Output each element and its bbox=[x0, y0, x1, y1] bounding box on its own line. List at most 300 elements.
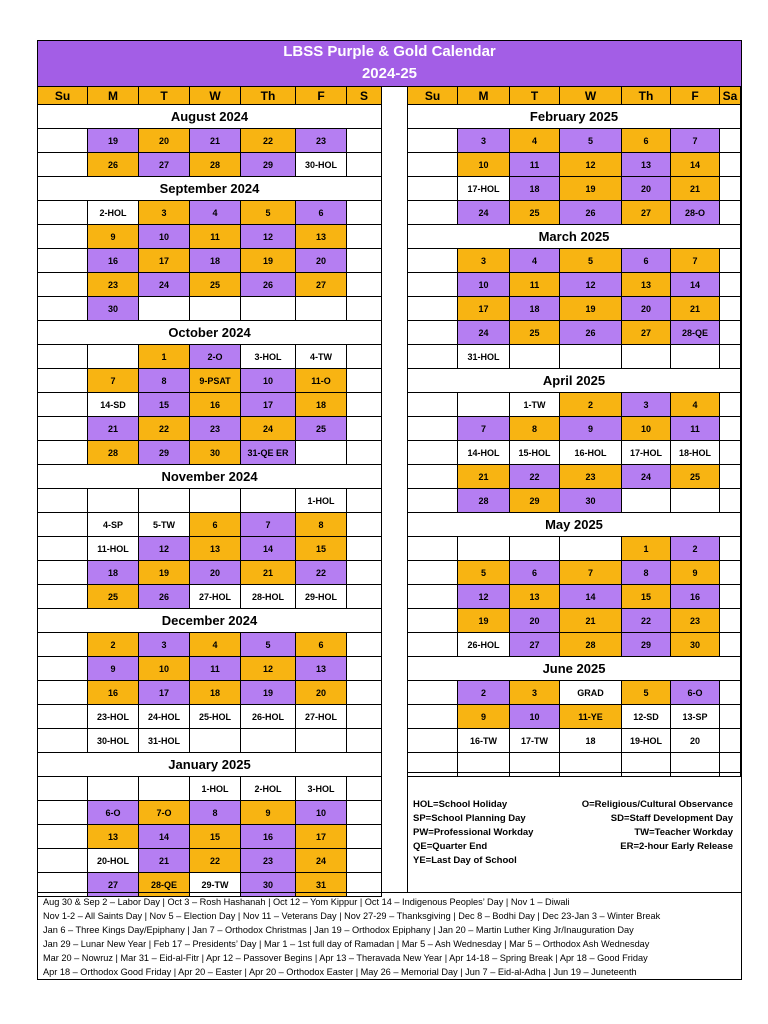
month-header: May 2025 bbox=[408, 513, 741, 537]
day-cell bbox=[38, 129, 88, 153]
day-cell: 24 bbox=[458, 201, 510, 225]
observance-line: Jan 29 – Lunar New Year | Feb 17 – Presidents’ Day | Mar 1 – 1st full day of Ramadan | Mar 5 – Ash Wednesday | Mar 5 – Orthodox Ash Wednesday bbox=[43, 939, 650, 949]
day-cell: 11 bbox=[510, 273, 560, 297]
day-cell: 22 bbox=[510, 465, 560, 489]
month-header: April 2025 bbox=[408, 369, 741, 393]
day-cell: 21 bbox=[671, 177, 720, 201]
day-cell bbox=[408, 585, 458, 609]
day-cell: 19 bbox=[241, 249, 296, 273]
day-cell bbox=[408, 537, 458, 561]
day-cell: 8 bbox=[296, 513, 347, 537]
month-header: January 2025 bbox=[38, 753, 382, 777]
day-cell bbox=[241, 729, 296, 753]
day-cell: 14-HOL bbox=[458, 441, 510, 465]
day-cell: 14 bbox=[241, 537, 296, 561]
day-cell: 24 bbox=[296, 849, 347, 873]
day-cell bbox=[408, 273, 458, 297]
day-cell: 18 bbox=[560, 729, 622, 753]
day-cell: 19 bbox=[560, 297, 622, 321]
day-cell bbox=[347, 369, 382, 393]
day-cell: 13-SP bbox=[671, 705, 720, 729]
day-cell: 1 bbox=[622, 537, 671, 561]
day-cell: 18 bbox=[88, 561, 139, 585]
day-cell: 27 bbox=[296, 273, 347, 297]
day-cell: 19-HOL bbox=[622, 729, 671, 753]
day-cell: 24 bbox=[458, 321, 510, 345]
day-cell: 18-HOL bbox=[671, 441, 720, 465]
day-cell: 16-TW bbox=[458, 729, 510, 753]
day-cell bbox=[38, 633, 88, 657]
day-cell bbox=[408, 345, 458, 369]
day-cell: 6-O bbox=[88, 801, 139, 825]
day-cell bbox=[408, 705, 458, 729]
legend bbox=[408, 772, 741, 892]
day-cell: 11-HOL bbox=[88, 537, 139, 561]
day-cell bbox=[38, 225, 88, 249]
day-cell: 15 bbox=[139, 393, 190, 417]
day-cell: 25 bbox=[510, 321, 560, 345]
observance-line: Apr 18 – Orthodox Good Friday | Apr 20 – Easter | Apr 20 – Orthodox Easter | May 26 – Memorial Day | Jun 7 – Eid-al-Adha | Jun 19 – Juneteenth bbox=[43, 967, 637, 977]
day-cell: 4 bbox=[510, 249, 560, 273]
day-cell: 29-HOL bbox=[296, 585, 347, 609]
title-line-2: 2024-25 bbox=[361, 65, 418, 82]
day-cell bbox=[720, 633, 741, 657]
day-cell bbox=[241, 297, 296, 321]
day-cell: 30-HOL bbox=[88, 729, 139, 753]
day-cell: 13 bbox=[622, 153, 671, 177]
day-cell: 15 bbox=[296, 537, 347, 561]
day-cell: 11 bbox=[190, 657, 241, 681]
day-cell: 23 bbox=[560, 465, 622, 489]
day-cell: 16 bbox=[88, 681, 139, 705]
day-cell: 23 bbox=[190, 417, 241, 441]
day-cell bbox=[720, 585, 741, 609]
day-cell: 12-SD bbox=[622, 705, 671, 729]
day-cell: 10 bbox=[241, 369, 296, 393]
day-cell: 30 bbox=[190, 441, 241, 465]
day-cell: 3 bbox=[510, 681, 560, 705]
day-cell: 22 bbox=[139, 417, 190, 441]
day-header-left: M bbox=[88, 87, 139, 105]
day-cell bbox=[560, 537, 622, 561]
day-cell bbox=[347, 417, 382, 441]
day-cell bbox=[408, 561, 458, 585]
day-cell bbox=[347, 729, 382, 753]
day-cell bbox=[408, 129, 458, 153]
day-cell: 21 bbox=[560, 609, 622, 633]
day-cell: 17-HOL bbox=[458, 177, 510, 201]
day-cell bbox=[38, 441, 88, 465]
day-cell: 13 bbox=[622, 273, 671, 297]
day-cell: 8 bbox=[510, 417, 560, 441]
day-cell: 21 bbox=[190, 129, 241, 153]
day-cell: 24 bbox=[622, 465, 671, 489]
day-cell: 28 bbox=[560, 633, 622, 657]
day-cell: 11-O bbox=[296, 369, 347, 393]
day-cell: 17 bbox=[458, 297, 510, 321]
day-cell: 11 bbox=[510, 153, 560, 177]
day-cell: 26 bbox=[560, 201, 622, 225]
day-cell: 7-O bbox=[139, 801, 190, 825]
day-cell bbox=[347, 489, 382, 513]
day-cell bbox=[408, 441, 458, 465]
month-header: June 2025 bbox=[408, 657, 741, 681]
day-cell bbox=[38, 657, 88, 681]
day-cell bbox=[720, 345, 741, 369]
day-cell: 18 bbox=[296, 393, 347, 417]
day-cell: 20 bbox=[190, 561, 241, 585]
day-cell: 3-HOL bbox=[296, 777, 347, 801]
day-cell: 31-QE ER bbox=[241, 441, 296, 465]
day-cell: 20 bbox=[671, 729, 720, 753]
day-cell bbox=[720, 729, 741, 753]
day-cell: 30 bbox=[671, 633, 720, 657]
day-cell: 24 bbox=[241, 417, 296, 441]
day-cell: 28-O bbox=[671, 201, 720, 225]
day-cell bbox=[88, 345, 139, 369]
day-cell: 26 bbox=[560, 321, 622, 345]
day-cell: 10 bbox=[458, 273, 510, 297]
legend-item: SD=Staff Development Day bbox=[610, 813, 733, 824]
day-cell: 8 bbox=[622, 561, 671, 585]
day-cell: 26 bbox=[88, 153, 139, 177]
day-cell: 22 bbox=[241, 129, 296, 153]
day-cell: 13 bbox=[296, 657, 347, 681]
day-cell bbox=[408, 465, 458, 489]
day-cell: 6 bbox=[622, 129, 671, 153]
day-cell bbox=[622, 489, 671, 513]
day-cell: 5 bbox=[458, 561, 510, 585]
day-cell: 3 bbox=[458, 129, 510, 153]
day-cell: 9 bbox=[458, 705, 510, 729]
month-header: October 2024 bbox=[38, 321, 382, 345]
day-header-right: Sa bbox=[720, 87, 741, 105]
day-cell bbox=[347, 225, 382, 249]
day-cell: 15 bbox=[622, 585, 671, 609]
day-cell: 25 bbox=[671, 465, 720, 489]
day-cell bbox=[720, 201, 741, 225]
day-cell: 17-TW bbox=[510, 729, 560, 753]
day-cell bbox=[408, 321, 458, 345]
day-cell: 10 bbox=[510, 705, 560, 729]
day-cell bbox=[347, 681, 382, 705]
day-cell: 16 bbox=[88, 249, 139, 273]
day-cell: 28-QE bbox=[671, 321, 720, 345]
day-cell bbox=[38, 513, 88, 537]
day-cell bbox=[510, 345, 560, 369]
day-cell: 15 bbox=[190, 825, 241, 849]
day-cell: 3-HOL bbox=[241, 345, 296, 369]
legend-item: YE=Last Day of School bbox=[413, 855, 517, 866]
day-cell: 13 bbox=[510, 585, 560, 609]
day-cell: 29 bbox=[241, 153, 296, 177]
day-cell: 30-HOL bbox=[296, 153, 347, 177]
day-cell: 4-TW bbox=[296, 345, 347, 369]
day-cell: 26 bbox=[139, 585, 190, 609]
legend-item: QE=Quarter End bbox=[413, 841, 488, 852]
day-cell: 4 bbox=[190, 201, 241, 225]
day-cell: 6 bbox=[622, 249, 671, 273]
day-cell: 21 bbox=[458, 465, 510, 489]
day-cell bbox=[38, 729, 88, 753]
day-cell: 26-HOL bbox=[241, 705, 296, 729]
day-cell bbox=[347, 825, 382, 849]
day-cell: 25 bbox=[190, 273, 241, 297]
day-cell: 22 bbox=[622, 609, 671, 633]
day-cell: 8 bbox=[190, 801, 241, 825]
day-cell: 31-HOL bbox=[139, 729, 190, 753]
day-cell: 16 bbox=[671, 585, 720, 609]
day-header-right: Th bbox=[622, 87, 671, 105]
day-cell: 14 bbox=[139, 825, 190, 849]
day-cell: 17 bbox=[241, 393, 296, 417]
day-cell: 18 bbox=[190, 681, 241, 705]
day-cell bbox=[38, 561, 88, 585]
day-cell bbox=[347, 129, 382, 153]
day-cell bbox=[347, 849, 382, 873]
day-cell: 23 bbox=[241, 849, 296, 873]
day-cell: 12 bbox=[241, 225, 296, 249]
day-cell: 27 bbox=[139, 153, 190, 177]
day-cell: 3 bbox=[458, 249, 510, 273]
day-header-right: W bbox=[560, 87, 622, 105]
day-cell bbox=[347, 585, 382, 609]
day-cell bbox=[347, 201, 382, 225]
day-cell bbox=[38, 585, 88, 609]
day-cell: 16-HOL bbox=[560, 441, 622, 465]
day-cell bbox=[38, 201, 88, 225]
day-cell bbox=[139, 297, 190, 321]
day-cell: 7 bbox=[241, 513, 296, 537]
day-cell: 17-HOL bbox=[622, 441, 671, 465]
month-header: November 2024 bbox=[38, 465, 382, 489]
day-cell bbox=[38, 705, 88, 729]
day-cell: 4 bbox=[510, 129, 560, 153]
day-cell: 27 bbox=[510, 633, 560, 657]
day-cell: 17 bbox=[139, 249, 190, 273]
day-cell bbox=[671, 345, 720, 369]
day-cell bbox=[347, 441, 382, 465]
day-header-left: F bbox=[296, 87, 347, 105]
day-cell bbox=[38, 681, 88, 705]
day-cell: 1 bbox=[139, 345, 190, 369]
observance-line: Aug 30 & Sep 2 – Labor Day | Oct 3 – Rosh Hashanah | Oct 12 – Yom Kippur | Oct 14 – Indigenous Peoples’ Day | Nov 1 – Diwali bbox=[43, 897, 570, 907]
day-cell bbox=[88, 777, 139, 801]
day-cell bbox=[347, 633, 382, 657]
day-cell: 21 bbox=[671, 297, 720, 321]
day-cell bbox=[139, 777, 190, 801]
day-cell: 9 bbox=[88, 657, 139, 681]
day-cell: 10 bbox=[139, 657, 190, 681]
month-header: August 2024 bbox=[38, 105, 382, 129]
day-cell: 19 bbox=[458, 609, 510, 633]
day-cell: 11 bbox=[671, 417, 720, 441]
day-cell: 5-TW bbox=[139, 513, 190, 537]
day-cell bbox=[720, 321, 741, 345]
day-cell: 18 bbox=[510, 177, 560, 201]
day-cell: 26-HOL bbox=[458, 633, 510, 657]
day-cell bbox=[408, 681, 458, 705]
day-cell bbox=[408, 729, 458, 753]
day-cell: 29 bbox=[622, 633, 671, 657]
day-cell: 5 bbox=[560, 249, 622, 273]
day-cell: 29-TW bbox=[190, 873, 241, 897]
day-cell: 13 bbox=[190, 537, 241, 561]
day-cell bbox=[720, 489, 741, 513]
day-cell bbox=[38, 849, 88, 873]
day-cell: 2-O bbox=[190, 345, 241, 369]
legend-item: SP=School Planning Day bbox=[413, 813, 526, 824]
observance-line: Nov 1-2 – All Saints Day | Nov 5 – Election Day | Nov 11 – Veterans Day | Nov 27-29 – Thanksgiving | Dec 8 – Bodhi Day | Dec 23-Jan 3 – Winter Break bbox=[43, 911, 661, 921]
day-cell bbox=[560, 345, 622, 369]
day-cell: 12 bbox=[139, 537, 190, 561]
day-cell: 17 bbox=[139, 681, 190, 705]
day-header-left: W bbox=[190, 87, 241, 105]
day-cell bbox=[38, 489, 88, 513]
legend-item: PW=Professional Workday bbox=[413, 827, 534, 838]
day-cell: 6-O bbox=[671, 681, 720, 705]
day-cell bbox=[720, 417, 741, 441]
day-cell: 28 bbox=[458, 489, 510, 513]
day-cell: GRAD bbox=[560, 681, 622, 705]
day-cell bbox=[347, 777, 382, 801]
day-cell: 14 bbox=[671, 273, 720, 297]
day-cell: 23 bbox=[88, 273, 139, 297]
day-cell: 13 bbox=[88, 825, 139, 849]
day-cell bbox=[720, 249, 741, 273]
day-cell: 7 bbox=[671, 129, 720, 153]
day-cell bbox=[38, 153, 88, 177]
day-cell: 2 bbox=[560, 393, 622, 417]
day-cell: 2 bbox=[671, 537, 720, 561]
day-cell: 8 bbox=[139, 369, 190, 393]
day-cell: 25-HOL bbox=[190, 705, 241, 729]
legend-item: HOL=School Holiday bbox=[413, 799, 508, 810]
day-cell bbox=[720, 705, 741, 729]
day-cell: 29 bbox=[510, 489, 560, 513]
day-cell: 21 bbox=[88, 417, 139, 441]
day-cell: 10 bbox=[296, 801, 347, 825]
legend-item: TW=Teacher Workday bbox=[634, 827, 733, 838]
day-cell: 20-HOL bbox=[88, 849, 139, 873]
day-cell: 14 bbox=[560, 585, 622, 609]
day-cell: 9 bbox=[241, 801, 296, 825]
day-header-right: T bbox=[510, 87, 560, 105]
day-cell bbox=[720, 441, 741, 465]
day-cell: 16 bbox=[241, 825, 296, 849]
day-cell: 28 bbox=[88, 441, 139, 465]
day-cell: 7 bbox=[560, 561, 622, 585]
day-cell bbox=[347, 297, 382, 321]
day-cell bbox=[190, 297, 241, 321]
day-cell bbox=[38, 801, 88, 825]
day-cell: 28-QE bbox=[139, 873, 190, 897]
day-cell: 6 bbox=[190, 513, 241, 537]
title-line-1: LBSS Purple & Gold Calendar bbox=[283, 43, 496, 60]
day-cell: 5 bbox=[622, 681, 671, 705]
day-cell bbox=[38, 417, 88, 441]
day-cell bbox=[38, 393, 88, 417]
day-cell bbox=[38, 777, 88, 801]
calendar-title bbox=[38, 41, 741, 87]
day-cell: 12 bbox=[458, 585, 510, 609]
day-cell bbox=[347, 537, 382, 561]
day-cell: 25 bbox=[510, 201, 560, 225]
day-cell: 27 bbox=[88, 873, 139, 897]
day-cell bbox=[510, 537, 560, 561]
day-cell bbox=[720, 177, 741, 201]
day-cell bbox=[38, 369, 88, 393]
day-cell bbox=[347, 249, 382, 273]
day-cell: 7 bbox=[671, 249, 720, 273]
day-cell: 24 bbox=[139, 273, 190, 297]
day-cell: 27 bbox=[622, 201, 671, 225]
day-cell: 28-HOL bbox=[241, 585, 296, 609]
day-header-left: S bbox=[347, 87, 382, 105]
day-cell bbox=[720, 537, 741, 561]
day-cell: 23 bbox=[671, 609, 720, 633]
day-cell bbox=[347, 393, 382, 417]
day-cell: 20 bbox=[139, 129, 190, 153]
day-cell bbox=[38, 273, 88, 297]
day-cell: 2 bbox=[458, 681, 510, 705]
day-cell: 30 bbox=[88, 297, 139, 321]
day-cell bbox=[408, 177, 458, 201]
day-cell: 22 bbox=[190, 849, 241, 873]
day-cell: 9 bbox=[88, 225, 139, 249]
day-cell: 1-HOL bbox=[190, 777, 241, 801]
day-cell bbox=[720, 561, 741, 585]
day-cell: 11 bbox=[190, 225, 241, 249]
day-cell bbox=[88, 489, 139, 513]
day-cell bbox=[347, 561, 382, 585]
day-header-left: Th bbox=[241, 87, 296, 105]
month-header: December 2024 bbox=[38, 609, 382, 633]
day-cell bbox=[38, 297, 88, 321]
day-cell bbox=[720, 393, 741, 417]
day-cell: 30 bbox=[560, 489, 622, 513]
day-cell: 19 bbox=[241, 681, 296, 705]
day-cell: 11-YE bbox=[560, 705, 622, 729]
day-cell bbox=[458, 393, 510, 417]
day-cell: 23-HOL bbox=[88, 705, 139, 729]
observance-line: Mar 20 – Nowruz | Mar 31 – Eid-al-Fitr | Apr 12 – Passover Begins | Apr 13 – Theravada New Year | Apr 14-18 – Spring Break | Apr 18 – Good Friday bbox=[43, 953, 648, 963]
calendar-frame bbox=[37, 40, 742, 980]
day-header-left: Su bbox=[38, 87, 88, 105]
day-cell: 4-SP bbox=[88, 513, 139, 537]
day-header-right: M bbox=[458, 87, 510, 105]
day-cell: 31-HOL bbox=[458, 345, 510, 369]
day-cell: 9 bbox=[671, 561, 720, 585]
day-cell bbox=[139, 489, 190, 513]
legend-item: O=Religious/Cultural Observance bbox=[581, 799, 733, 810]
day-cell: 20 bbox=[296, 681, 347, 705]
day-cell: 6 bbox=[296, 633, 347, 657]
day-cell bbox=[190, 729, 241, 753]
day-cell: 3 bbox=[622, 393, 671, 417]
day-cell bbox=[408, 153, 458, 177]
day-cell bbox=[720, 273, 741, 297]
day-cell: 25 bbox=[296, 417, 347, 441]
day-cell bbox=[347, 705, 382, 729]
day-cell bbox=[408, 393, 458, 417]
day-cell: 19 bbox=[560, 177, 622, 201]
observances-list bbox=[38, 892, 741, 979]
month-header: September 2024 bbox=[38, 177, 382, 201]
day-cell: 4 bbox=[671, 393, 720, 417]
day-cell: 24-HOL bbox=[139, 705, 190, 729]
day-cell: 28 bbox=[190, 153, 241, 177]
